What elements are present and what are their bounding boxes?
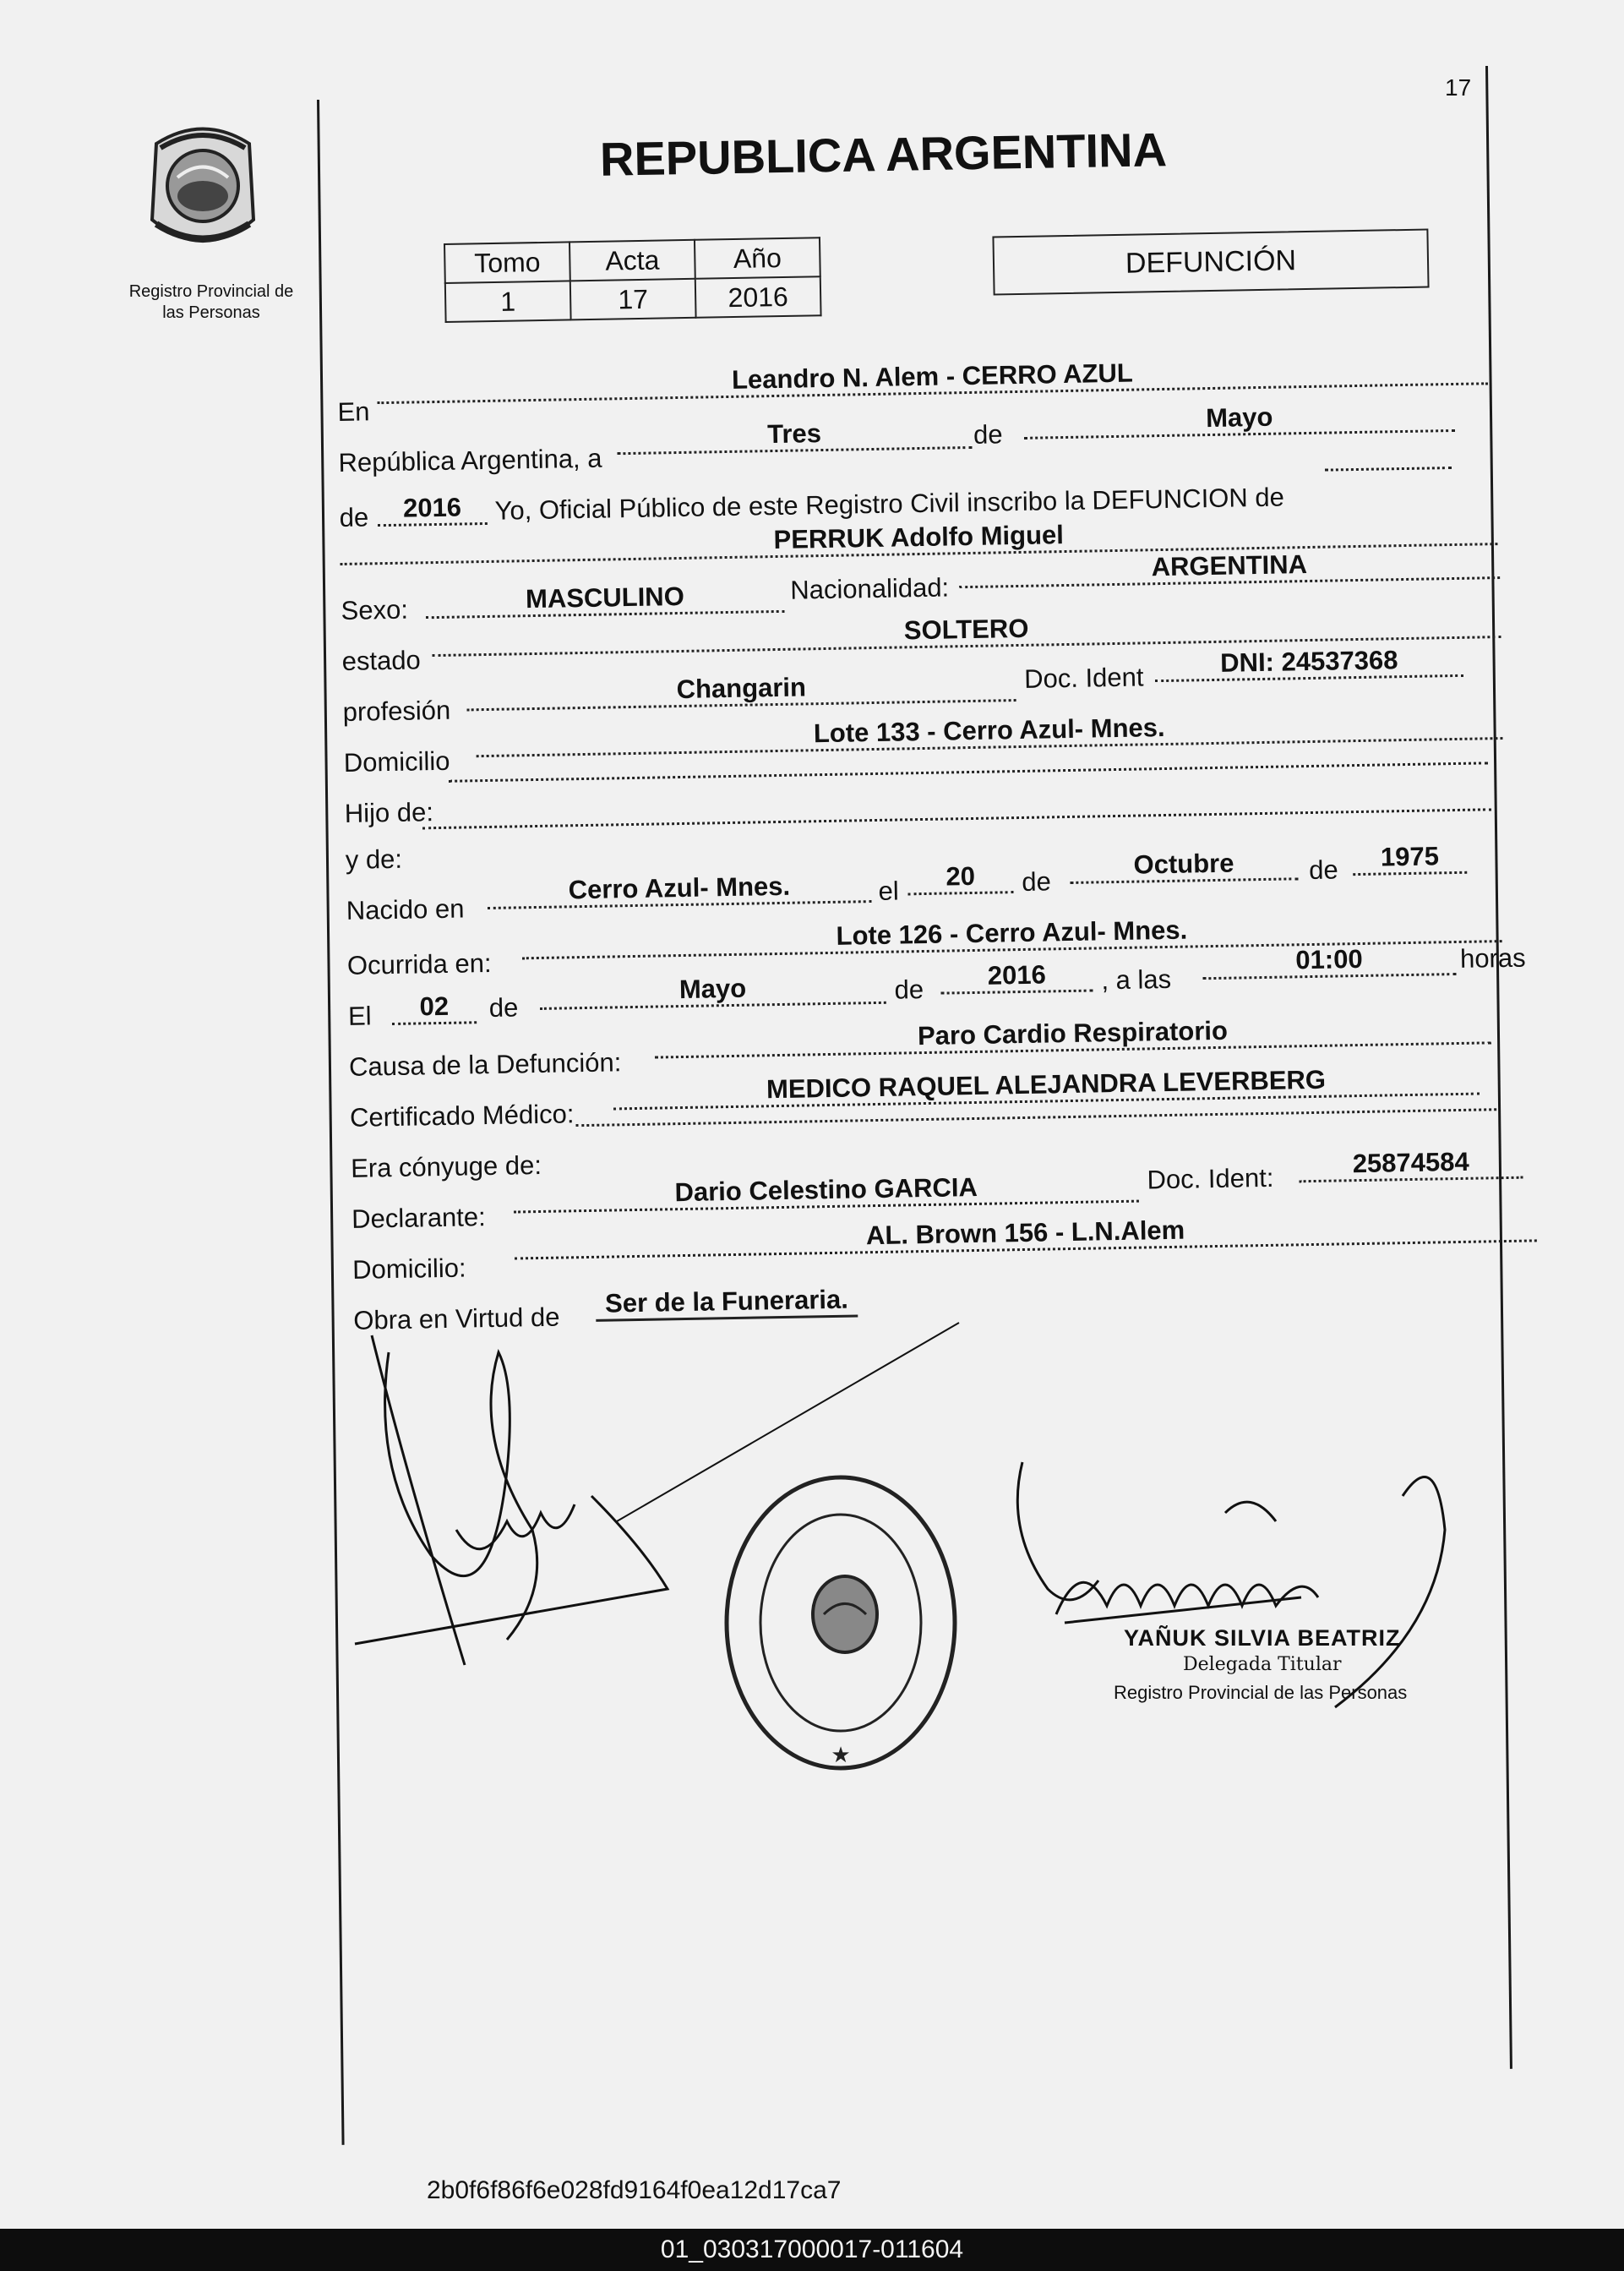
value-def-dia: 02 [392,991,477,1025]
value-sexo: MASCULINO [425,580,785,619]
value-nac-anio: 1975 [1353,841,1468,876]
signatory-role: Delegada Titular [1183,1654,1342,1675]
signatory-name: YAÑUK SILVIA BEATRIZ [1124,1625,1401,1651]
label-a-las: , a las [1101,964,1172,996]
label-domicilio: Domicilio [343,745,450,778]
tomo-value: 1 [445,281,571,322]
value-def-mes: Mayo [539,971,886,1010]
label-el: el [878,876,899,906]
label-de-5: de [488,992,519,1023]
value-lugar: Leandro N. Alem - CERRO AZUL [377,352,1488,404]
svg-text:★: ★ [831,1742,851,1767]
value-nombre: PERRUK Adolfo Miguel [340,512,1497,565]
label-yo-inscribo: Yo, Oficial Público de este Registro Civil inscribo la DEFUNCION de [494,482,1285,526]
page-number: 17 [1445,74,1472,101]
acta-header: Acta [569,240,695,281]
value-def-hora: 01:00 [1202,942,1457,980]
label-doc-ident: Doc. Ident [1023,662,1144,694]
label-ocurrida-en: Ocurrida en: [346,947,492,980]
label-y-de: y de: [345,843,403,875]
value-obra: Ser de la Funeraria. [596,1284,858,1321]
label-domicilio-2: Domicilio: [352,1253,466,1285]
anio-value: 2016 [695,276,821,318]
value-nac-dia: 20 [907,860,1014,895]
acta-value: 17 [570,279,696,320]
label-declarante: Declarante: [351,1202,487,1234]
value-blank-1 [1325,467,1452,472]
value-estado: SOLTERO [432,605,1501,657]
value-certificado: MEDICO RAQUEL ALEJANDRA LEVERBERG [613,1062,1480,1111]
label-de-1: de [973,419,1003,450]
label-nacido-en: Nacido en [346,893,465,925]
label-horas: horas [1459,942,1526,974]
label-conyuge: Era cónyuge de: [350,1149,542,1183]
tomo-header: Tomo [444,242,570,283]
value-nacido-en: Cerro Azul- Mnes. [487,870,872,909]
document-hash: 2b0f6f86f6e028fd9164f0ea12d17ca7 [427,2176,842,2204]
label-republica: República Argentina, a [338,443,602,478]
value-y-de [422,808,1491,829]
document-title: REPUBLICA ARGENTINA [599,123,1168,186]
label-certificado: Certificado Médico: [349,1099,575,1133]
value-domicilio: Lote 133 - Cerro Azul- Mnes. [476,707,1502,757]
org-name-line2: las Personas [162,303,260,322]
label-en: En [337,396,370,428]
value-declarante-domicilio: AL. Brown 156 - L.N.Alem [514,1209,1536,1259]
value-def-anio: 2016 [940,959,1093,995]
value-declarante-doc: 25874584 [1299,1146,1523,1183]
value-dni: DNI: 24537368 [1155,644,1464,682]
value-nac-mes: Octubre [1070,847,1299,884]
value-mes-acta: Mayo [1024,399,1456,439]
act-type-box: DEFUNCIÓN [992,229,1429,296]
footer-id-bar: 01_030317000017-011604 [0,2229,1624,2271]
label-profesion: profesión [342,695,451,727]
label-de-4: de [1308,854,1338,886]
value-declarante: Dario Celestino GARCIA [513,1170,1139,1214]
value-conyuge [575,1108,1496,1127]
label-de-6: de [894,974,924,1005]
value-dia-acta: Tres [617,416,973,455]
label-el-cap: El [347,1001,372,1031]
value-hijo-de [449,762,1488,782]
label-nacionalidad: Nacionalidad: [789,572,950,605]
anio-header: Año [695,237,820,279]
label-obra: Obra en Virtud de [352,1302,560,1335]
label-de-3: de [1022,866,1052,897]
signatory-org: Registro Provincial de las Personas [1114,1682,1408,1703]
value-profesion: Changarin [466,669,1016,711]
value-ocurrida-en: Lote 126 - Cerro Azul- Mnes. [521,909,1502,959]
official-stamp [718,1466,963,1779]
label-estado: estado [341,645,422,676]
label-de-2: de [339,502,369,532]
value-anio-acta: 2016 [377,492,488,527]
org-name-line1: Registro Provincial de [128,282,294,301]
label-hijo-de: Hijo de: [344,797,434,828]
value-causa: Paro Cardio Respiratorio [654,1011,1491,1058]
label-causa: Causa de la Defunción: [348,1047,622,1082]
label-sexo: Sexo: [341,594,409,625]
label-doc-ident-2: Doc. Ident: [1147,1162,1274,1195]
value-nacionalidad: ARGENTINA [959,546,1501,588]
